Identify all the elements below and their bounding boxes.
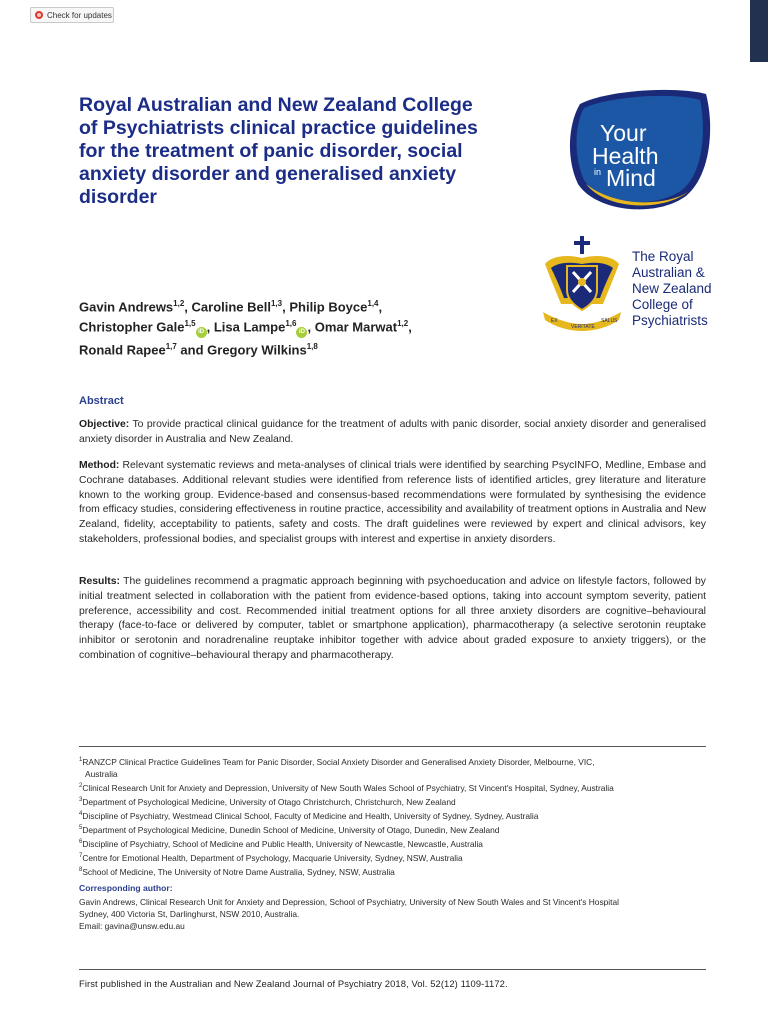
affiliation-item [79, 850, 706, 864]
affiliations-divider [79, 746, 706, 747]
results-text: The guidelines recommend a pragmatic approach beginning with psychoeducation and advice on lifestyle factors, followed by initial treatment selected in collaboration with the patient from evidence-based options, taking into account symptom severity, patient preference, accessibility and cost. Recommended initial treatment options for all three anxiety disorders are cognitive–behavioural therapy (face-to-face or delivered by computer, tablet or smartphone application), pharmacotherapy (a selective serotonin reuptake inhibitor or serotonin and noradrenaline reuptake inhibitor together with advice about graded exposure to anxiety triggers), or the combination of cognitive–behavioural therapy and pharmacotherapy. [79, 576, 706, 661]
author-name: Gavin Andrews [79, 299, 174, 315]
college-name-line: New Zealand [632, 281, 712, 296]
corresponding-email[interactable]: Email: gavina@unsw.edu.au [79, 921, 185, 931]
results-label: Results: [79, 576, 120, 587]
affiliation-text: Discipline of Psychiatry, School of Medicine and Public Health, University of Newcastle, Newcastle, Australia [82, 839, 483, 849]
yhim-text-2: Health [592, 143, 659, 169]
author-name: Christopher Gale [79, 319, 185, 335]
corner-bar [750, 0, 768, 62]
affiliation-continuation: Australia [85, 769, 118, 779]
abstract-results [79, 575, 706, 664]
college-name-line: Australian & [632, 265, 705, 280]
yhim-text-3b: Mind [606, 165, 656, 191]
corresponding-author-heading: Corresponding author: [79, 883, 173, 893]
corresponding-author-details [79, 896, 706, 932]
affiliation-number: 2 [79, 783, 83, 790]
author-name: Caroline Bell [191, 299, 271, 315]
author-name: Omar Marwat [314, 319, 398, 335]
publication-note: First published in the Australian and New Zealand Journal of Psychiatry 2018, Vol. 52(12) 1109-1172. [79, 978, 508, 989]
author-name: Gregory Wilkins [207, 341, 307, 357]
affiliation-number: 8 [79, 867, 83, 874]
college-name-line: Psychiatrists [632, 313, 708, 328]
crest-motto-mid: VERITATE [571, 324, 595, 330]
author-affiliation-marker: 1,2 [173, 299, 185, 308]
abstract-method [79, 459, 706, 548]
affiliation-text: RANZCP Clinical Practice Guidelines Team for Panic Disorder, Social Anxiety Disorder and Generalised Anxiety Disorder, Melbourne, VIC, [82, 756, 595, 767]
article-title: Royal Australian and New Zealand College of Psychiatrists clinical practice guidelines for the treatment of panic disorder, social anxiety disorder and generalised anxiety disorder [79, 94, 478, 208]
affiliation-text: School of Medicine, The University of Notre Dame Australia, Sydney, NSW, Australia [82, 867, 395, 877]
affiliation-text: Department of Psychological Medicine, Dunedin School of Medicine, University of Otago, Dunedin, New Zealand [82, 825, 500, 835]
yhim-text-1: Your [600, 120, 647, 146]
yhim-text-3a: in [594, 167, 602, 177]
crest-motto-right: SALUS [601, 318, 618, 324]
affiliation-number: 3 [79, 797, 83, 804]
affiliation-text: Centre for Emotional Health, Department of Psychology, Macquarie University, Sydney, NSW, Australia [82, 853, 463, 863]
affiliation-number: 7 [79, 853, 83, 860]
crest-motto-left: EX [551, 318, 558, 324]
corresponding-line-1: Gavin Andrews, Clinical Research Unit for Anxiety and Depression, School of Psychiatry, University of New South Wales and St Vincent's Hospital [79, 897, 620, 907]
author-affiliation-marker: 1,4 [367, 299, 379, 308]
author-name: Ronald Rapee [79, 341, 166, 357]
affiliation-item [79, 836, 706, 850]
check-for-updates-button[interactable] [30, 7, 114, 23]
affiliation-item [79, 754, 706, 780]
orcid-icon[interactable]: iD [296, 327, 307, 338]
crossmark-icon [35, 11, 43, 19]
author-name: Philip Boyce [289, 299, 368, 315]
author-affiliation-marker: 1,3 [270, 299, 283, 308]
affiliation-text: Clinical Research Unit for Anxiety and Depression, University of New South Wales School of Psychiatry, St Vincent's Hospital, Sydney, Australia [82, 783, 614, 793]
corresponding-line-2: Sydney, 400 Victoria St, Darlinghurst, NSW 2010, Australia. [79, 909, 300, 919]
author-name: Lisa Lampe [213, 319, 286, 335]
your-health-in-mind-logo [566, 84, 716, 214]
author-affiliation-marker: 1,2 [397, 319, 409, 329]
abstract-heading: Abstract [79, 395, 124, 407]
affiliation-number: 1 [79, 757, 83, 763]
author-affiliation-marker: 1,5 [184, 319, 196, 329]
college-name-line: The Royal [632, 249, 694, 264]
orcid-icon[interactable]: iD [196, 327, 207, 338]
affiliation-number: 4 [79, 811, 83, 818]
affiliation-text: Department of Psychological Medicine, University of Otago Christchurch, Christchurch, New Zealand [82, 797, 456, 807]
author-affiliation-marker: 1,6 [285, 319, 297, 329]
affiliation-item [79, 822, 706, 836]
affiliation-item [79, 794, 706, 808]
affiliation-number: 5 [79, 825, 83, 832]
check-for-updates-label: Check for updates [47, 10, 112, 20]
affiliation-item [79, 864, 706, 878]
abstract-objective [79, 418, 706, 448]
college-name-line: College of [632, 297, 693, 312]
college-name [632, 249, 742, 329]
method-text: Relevant systematic reviews and meta-analyses of clinical trials were identified by searching PsycINFO, Medline, Embase and Cochrane databases. Additional relevant studies were identified from reference lists of identified articles, grey literature and literature known to the working group. Evidence-based and consensus-based recommendations were formulated by synthesising the evidence from efficacy studies, considering effectiveness in routine practice, accessibility and availability of treatment options in Australia and New Zealand, fidelity, acceptability to patients, safety and costs. The draft guidelines were reviewed by expert and clinical advisors, key stakeholders, professional bodies, and specialist groups with interest and expertise in anxiety disorders. [79, 460, 706, 545]
affiliation-item [79, 808, 706, 822]
objective-label: Objective: [79, 419, 130, 430]
affiliation-number: 6 [79, 839, 83, 846]
author-affiliation-marker: 1,7 [165, 341, 177, 351]
author-affiliation-marker: 1,8 [306, 341, 318, 351]
affiliation-text: Discipline of Psychiatry, Westmead Clinical School, Faculty of Medicine and Health, University of Sydney, Sydney, Australia [82, 811, 539, 821]
objective-text: To provide practical clinical guidance for the treatment of adults with panic disorder, social anxiety disorder and generalised anxiety disorder in Australia and New Zealand. [79, 419, 706, 445]
affiliation-item [79, 780, 706, 794]
author-list: Gavin Andrews$^{1,2}$, Caroline Bell$^{1,3}$, Philip Boyce$^{1,4}$, Christopher Gale$^{1,5}$iD , Lisa Lampe$^{1,6}$iD , Omar Marwat$^{1,2}$, Ronald Rapee$^{1,7}$ and Gregory Wilkins$^{1,8}$ [79, 299, 412, 357]
college-crest-icon [537, 234, 627, 334]
footer-divider [79, 969, 706, 970]
method-label: Method: [79, 460, 120, 471]
affiliations-list [79, 754, 706, 878]
